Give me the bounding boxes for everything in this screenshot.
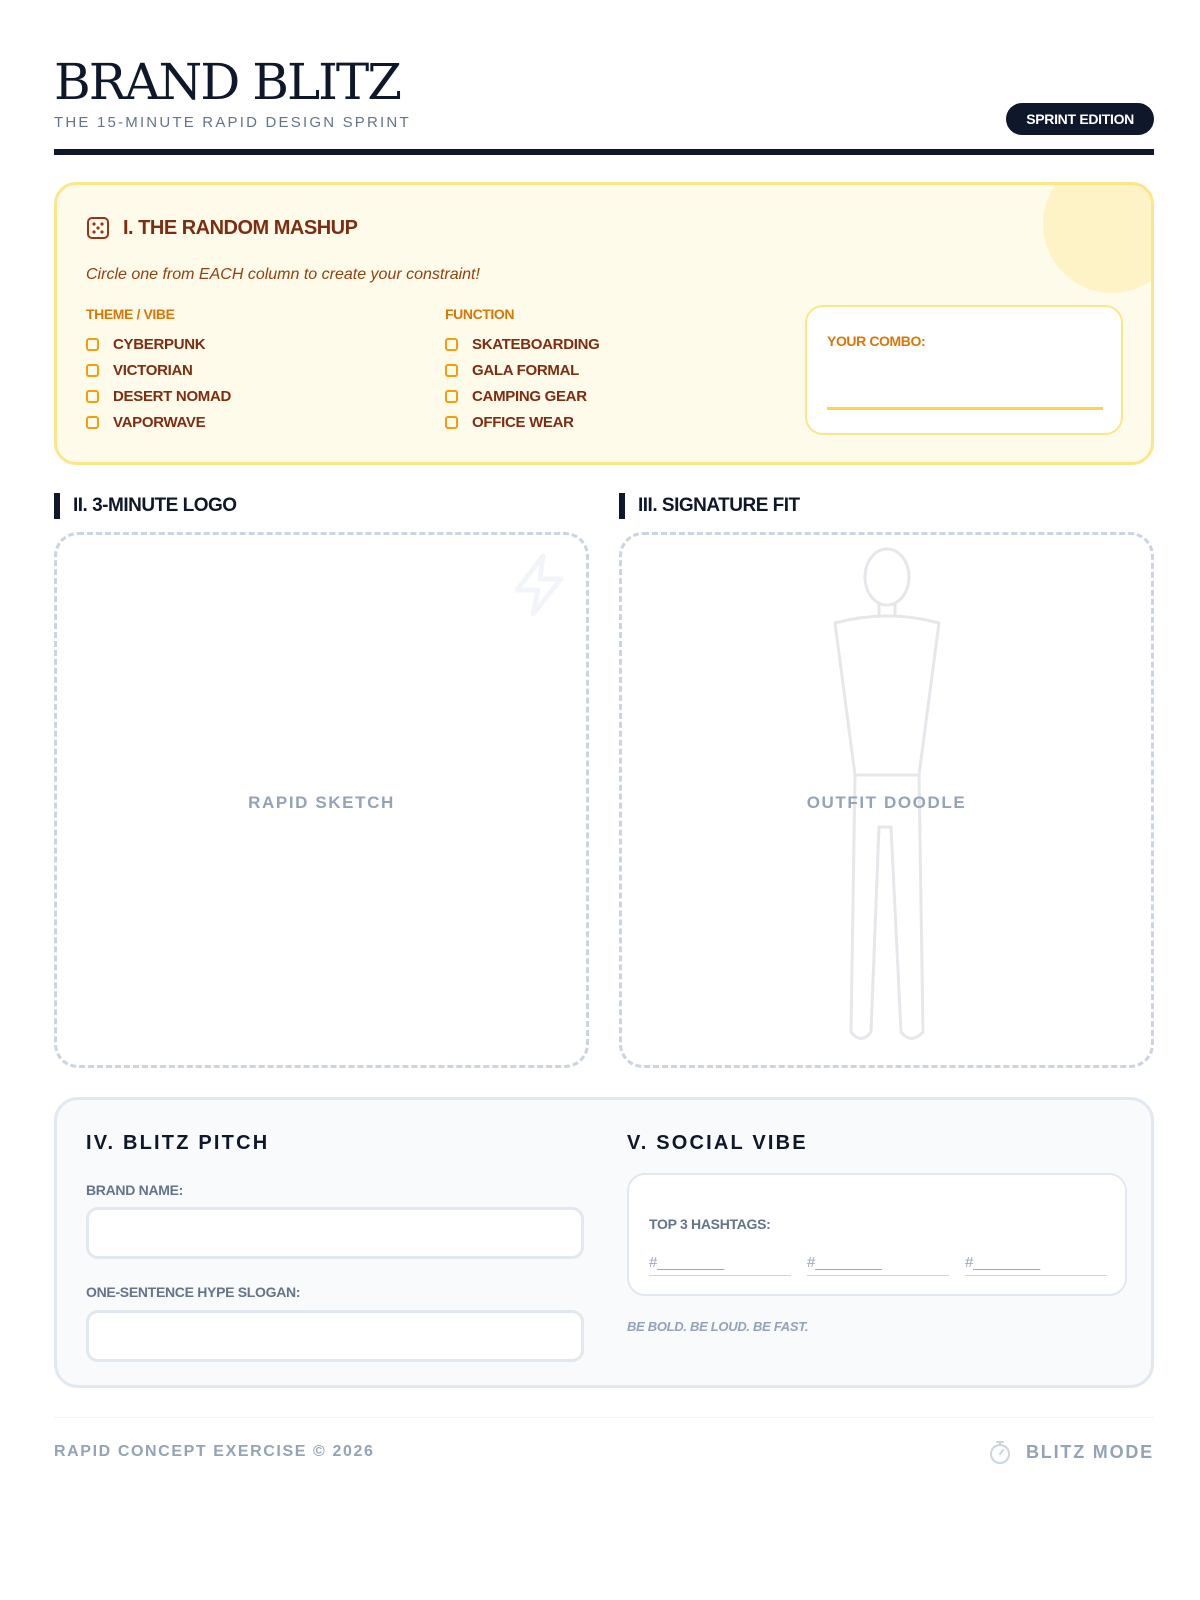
- footer-copyright: RAPID CONCEPT EXERCISE © 2026: [54, 1443, 375, 1460]
- mashup-title: I. THE RANDOM MASHUP: [123, 217, 358, 239]
- option-label: VAPORWAVE: [113, 413, 206, 431]
- mashup-instruction: Circle one from EACH column to create your constraint!: [86, 266, 480, 283]
- your-combo-label: YOUR COMBO:: [827, 333, 926, 349]
- option-cyberpunk[interactable]: [86, 331, 231, 357]
- outfit-sketch-area[interactable]: [619, 532, 1154, 1068]
- option-gala-formal[interactable]: [445, 357, 600, 383]
- option-label: CAMPING GEAR: [472, 387, 587, 405]
- fit-section-marker: [619, 493, 625, 519]
- your-combo-write-line[interactable]: [827, 407, 1103, 410]
- hashtags-label: TOP 3 HASHTAGS:: [649, 1216, 771, 1232]
- option-label: VICTORIAN: [113, 361, 193, 379]
- option-office-wear[interactable]: [445, 409, 600, 435]
- header-divider: [54, 149, 1154, 155]
- option-checkbox[interactable]: [445, 338, 458, 351]
- hype-slogan-field[interactable]: [86, 1310, 584, 1362]
- brand-title: BRAND BLITZ: [54, 53, 401, 111]
- hashtag-field-3[interactable]: #________: [965, 1252, 1107, 1276]
- logo-section-title: II. 3-MINUTE LOGO: [73, 495, 237, 516]
- motto-text: BE BOLD. BE LOUD. BE FAST.: [627, 1319, 809, 1334]
- hashtag-field-1[interactable]: #________: [649, 1252, 791, 1276]
- brand-subtitle: THE 15-MINUTE RAPID DESIGN SPRINT: [54, 114, 411, 131]
- option-checkbox[interactable]: [86, 416, 99, 429]
- function-column: [445, 305, 600, 435]
- social-vibe-title: V. SOCIAL VIBE: [627, 1132, 808, 1154]
- option-label: SKATEBOARDING: [472, 335, 600, 353]
- option-checkbox[interactable]: [86, 338, 99, 351]
- stopwatch-icon: [988, 1439, 1012, 1465]
- pitch-panel: [54, 1097, 1154, 1388]
- brand-name-label: BRAND NAME:: [86, 1182, 184, 1198]
- option-label: GALA FORMAL: [472, 361, 579, 379]
- function-column-heading: FUNCTION: [445, 306, 515, 322]
- lightning-icon: [509, 552, 569, 618]
- blitz-pitch-title: IV. BLITZ PITCH: [86, 1132, 270, 1154]
- option-checkbox[interactable]: [445, 364, 458, 377]
- footer-divider: [54, 1417, 1154, 1418]
- logo-sketch-area[interactable]: [54, 532, 589, 1068]
- option-checkbox[interactable]: [445, 390, 458, 403]
- worksheet-page: [54, 0, 1154, 1600]
- option-victorian[interactable]: [86, 357, 231, 383]
- option-label: DESERT NOMAD: [113, 387, 232, 405]
- outfit-doodle-placeholder: OUTFIT DOODLE: [806, 793, 967, 812]
- decorative-circle: [1043, 182, 1154, 293]
- theme-column: [86, 305, 231, 435]
- your-combo-card: [805, 305, 1123, 435]
- option-checkbox[interactable]: [86, 364, 99, 377]
- option-checkbox[interactable]: [86, 390, 99, 403]
- blitz-mode-label: BLITZ MODE: [1026, 1441, 1154, 1462]
- option-camping-gear[interactable]: [445, 383, 600, 409]
- hype-slogan-label: ONE-SENTENCE HYPE SLOGAN:: [86, 1284, 301, 1300]
- hashtag-field-2[interactable]: #________: [807, 1252, 949, 1276]
- hashtags-card: [627, 1173, 1127, 1296]
- option-checkbox[interactable]: [445, 416, 458, 429]
- rapid-sketch-placeholder: RAPID SKETCH: [248, 793, 395, 812]
- logo-section-marker: [54, 493, 60, 519]
- fit-section-title: III. SIGNATURE FIT: [638, 495, 800, 516]
- option-skateboarding[interactable]: [445, 331, 600, 357]
- theme-column-heading: THEME / VIBE: [86, 306, 175, 322]
- footer-mode: [988, 1439, 1154, 1465]
- random-mashup-panel: [54, 182, 1154, 465]
- option-label: CYBERPUNK: [113, 335, 206, 353]
- brand-name-field[interactable]: [86, 1207, 584, 1259]
- option-desert-nomad[interactable]: [86, 383, 231, 409]
- sprint-edition-badge: SPRINT EDITION: [1006, 103, 1154, 135]
- dice-icon: [86, 216, 110, 240]
- option-label: OFFICE WEAR: [472, 413, 574, 431]
- option-vaporwave[interactable]: [86, 409, 231, 435]
